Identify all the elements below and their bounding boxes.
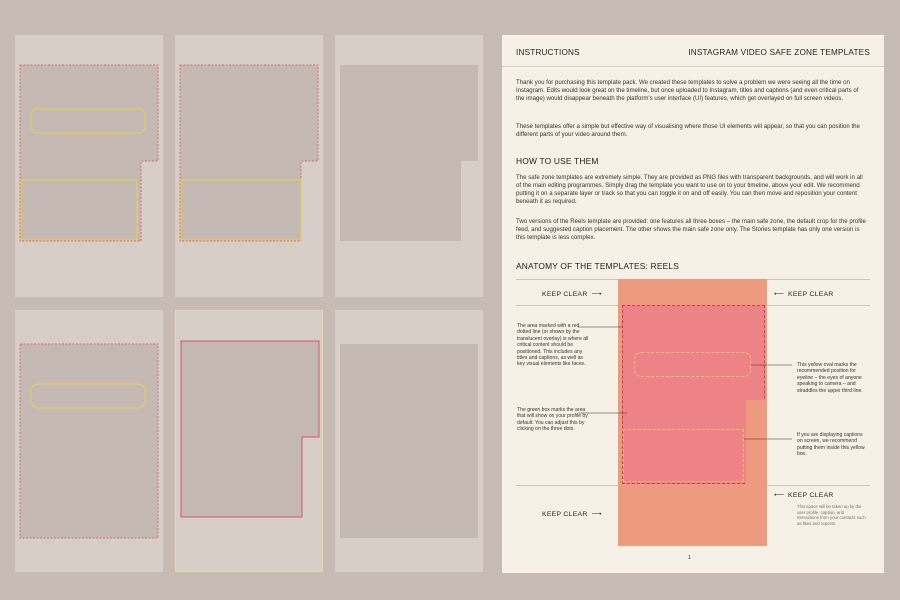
instructions-page bbox=[502, 35, 884, 573]
header-left: INSTRUCTIONS bbox=[516, 48, 580, 57]
arrow-left-icon: ⟵ bbox=[774, 291, 785, 298]
template-thumbnail-stories-oval[interactable] bbox=[15, 310, 163, 572]
stories-overlay-shape bbox=[335, 310, 483, 572]
stories-oval-overlay bbox=[15, 310, 163, 572]
keep-clear-label: KEEP CLEAR bbox=[788, 290, 834, 298]
keep-clear-bottom-left bbox=[542, 510, 602, 518]
keep-clear-bottom-right bbox=[774, 491, 834, 499]
reels-overlay-shape bbox=[335, 35, 483, 297]
intro-paragraph-1: Thank you for purchasing this template pack. We created these templates to solve a problem we were seeing all the time on Instagram. Edits would look great on the timeline, but once uploaded to Instagram, titles and captions (and even critical parts of the image) would disappear beneath the platform's user interface (UI) features, which get overlayed on full screen videos. bbox=[516, 79, 859, 103]
arrow-right-icon: ⟶ bbox=[591, 511, 602, 518]
note-profile-crop: The green box marks the area that will show on your profile by default. You can adjust this by clicking on the three dots. bbox=[517, 407, 588, 433]
arrow-right-icon: ⟶ bbox=[591, 291, 602, 298]
keep-clear-label: KEEP CLEAR bbox=[542, 290, 588, 298]
template-thumbnail-reels-outline[interactable] bbox=[175, 310, 323, 572]
keep-clear-label: KEEP CLEAR bbox=[542, 510, 588, 518]
note-bottom-ui: This space will be taken up by the user profile, caption, and interactions from your contacts such as likes and reposts. bbox=[797, 504, 866, 526]
template-thumbnail-reels-overlay[interactable] bbox=[335, 35, 483, 297]
reels-full-overlay bbox=[15, 35, 163, 297]
reels-caption-overlay bbox=[175, 35, 323, 297]
page-number: 1 bbox=[688, 555, 692, 561]
keep-clear-top-left bbox=[542, 290, 602, 298]
reels-outline-overlay bbox=[176, 311, 324, 573]
template-thumbnail-reels-caption[interactable] bbox=[175, 35, 323, 297]
note-safe-zone: The area marked with a red dotted line (or shown by the translucent overlay) is where all critical content should be positioned. This includes any titles and captions, as well as key visual elements like faces. bbox=[517, 323, 589, 368]
keep-clear-top-right bbox=[774, 290, 834, 298]
how-to-heading: HOW TO USE THEM bbox=[516, 156, 599, 166]
anatomy-heading: ANATOMY OF THE TEMPLATES: REELS bbox=[516, 261, 680, 271]
how-to-paragraph-2: Two versions of the Reels template are provided: one features all three boxes – the main safe zone, the default crop for the profile feed, and suggested caption placement. The other shows the main safe zone only. The Stories template has only one version is this template is less complex. bbox=[516, 218, 866, 242]
anatomy-diagram bbox=[502, 279, 884, 547]
keep-clear-label: KEEP CLEAR bbox=[788, 491, 834, 499]
header-right: INSTAGRAM VIDEO SAFE ZONE TEMPLATES bbox=[688, 48, 870, 57]
header-divider bbox=[502, 66, 884, 67]
template-thumbnail-stories-overlay[interactable] bbox=[335, 310, 483, 572]
arrow-left-icon: ⟵ bbox=[774, 492, 785, 499]
how-to-paragraph-1: The safe zone templates are extremely simple. They are provided as PNG files with transparent backgrounds, and will work in all of the main editing programmes. Simply drag the template you want to use on to your timeline, above your edit. We recommend putting it on a separate layer or track so that you can toggle it on and off easily. You can then move and reposition your content beneath it as required. bbox=[516, 174, 863, 206]
intro-paragraph-2: These templates offer a simple but effective way of visualising where those UI elements will appear, so that you can position the different parts of your video around them. bbox=[516, 123, 860, 139]
note-caption-box: If you are displaying captions on screen, we recommend putting them inside this yellow box. bbox=[797, 432, 865, 458]
template-thumbnail-reels-full[interactable] bbox=[15, 35, 163, 297]
note-eyeline: This yellow oval marks the recommended position for eyeline – the eyes of anyone speaking to camera – and straddles the upper third line. bbox=[797, 362, 863, 394]
